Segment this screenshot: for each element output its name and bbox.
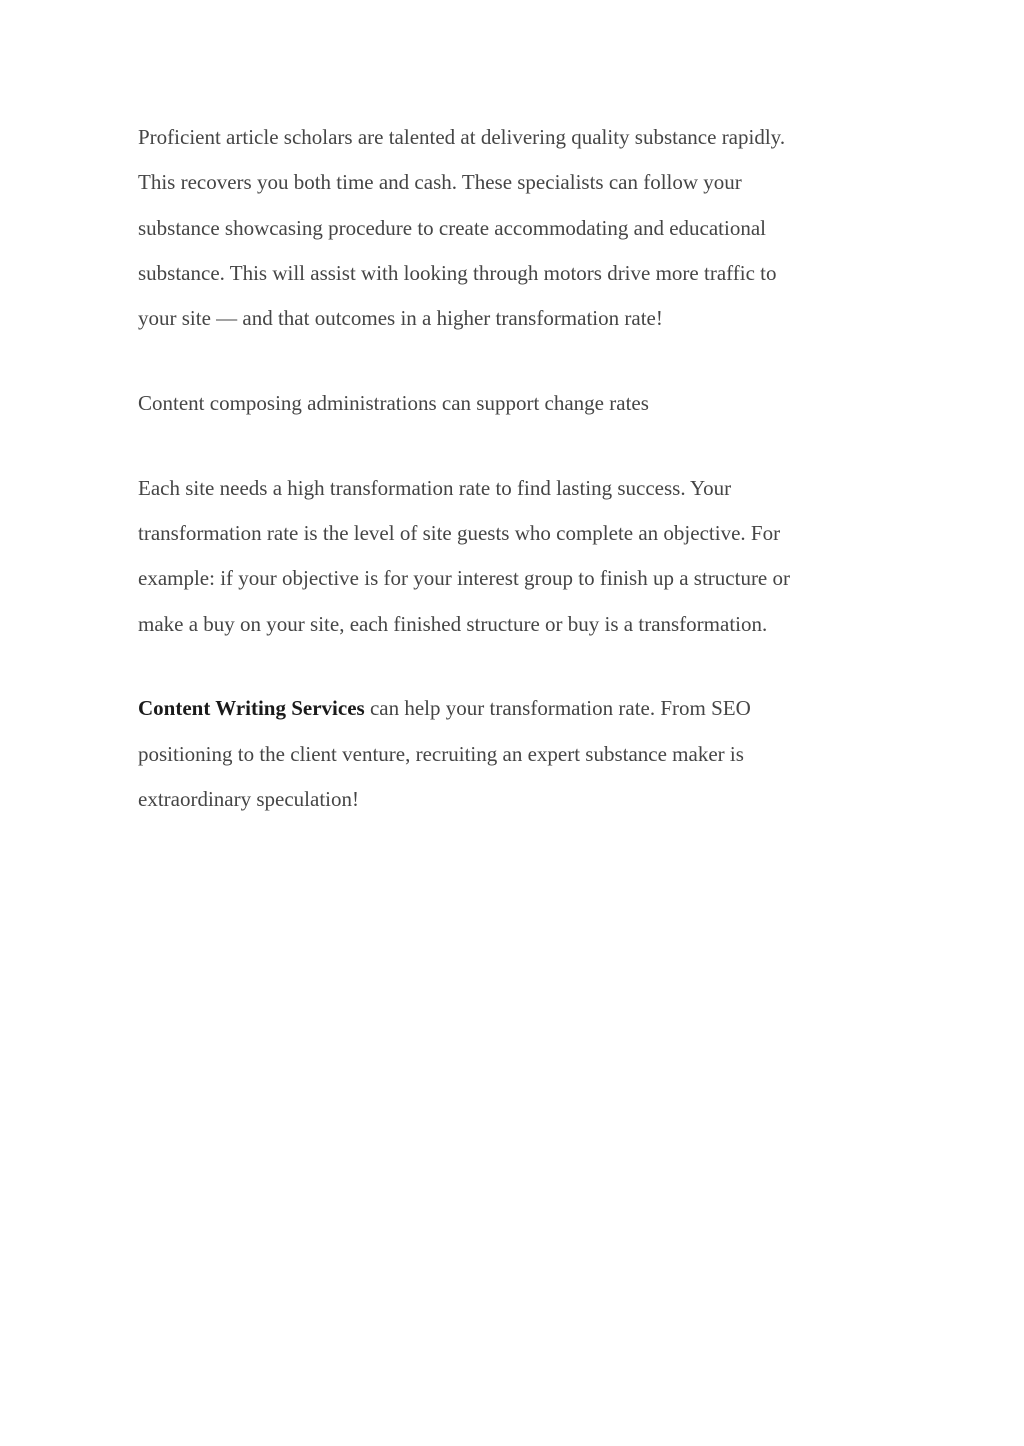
text-line: transformation rate is the level of site guests who complete an objective. For [138,521,781,546]
text-line: your site — and that outcomes in a higher transformation rate! [138,306,663,331]
text-line: Each site needs a high transformation rate to find lasting success. Your [138,475,732,500]
text-line: substance showcasing procedure to create accommodating and educational [138,215,767,240]
text-line [138,686,868,731]
text-line: extraordinary speculation! [138,787,359,812]
text-span: can help your transformation rate. From SEO [364,696,751,721]
text-line: Proficient article scholars are talented at delivering quality substance rapidly. [138,125,786,149]
text-line: make a buy on your site, each finished structure or buy is a transformation. [138,611,768,636]
document-body [138,115,868,862]
paragraph-intro [138,115,868,341]
text-line: Content composing administrations can support change rates [138,390,649,415]
text-line: example: if your objective is for your interest group to finish up a structure or [138,566,790,591]
bold-link-text: Content Writing Services [138,696,365,721]
text-line: substance. This will assist with looking through motors drive more traffic to [138,260,777,285]
paragraph-services [138,686,868,822]
paragraph-conversion [138,466,868,647]
paragraph-subheading [138,381,868,426]
text-line: This recovers you both time and cash. These specialists can follow your [138,170,742,195]
text-line: positioning to the client venture, recruiting an expert substance maker is [138,741,744,766]
